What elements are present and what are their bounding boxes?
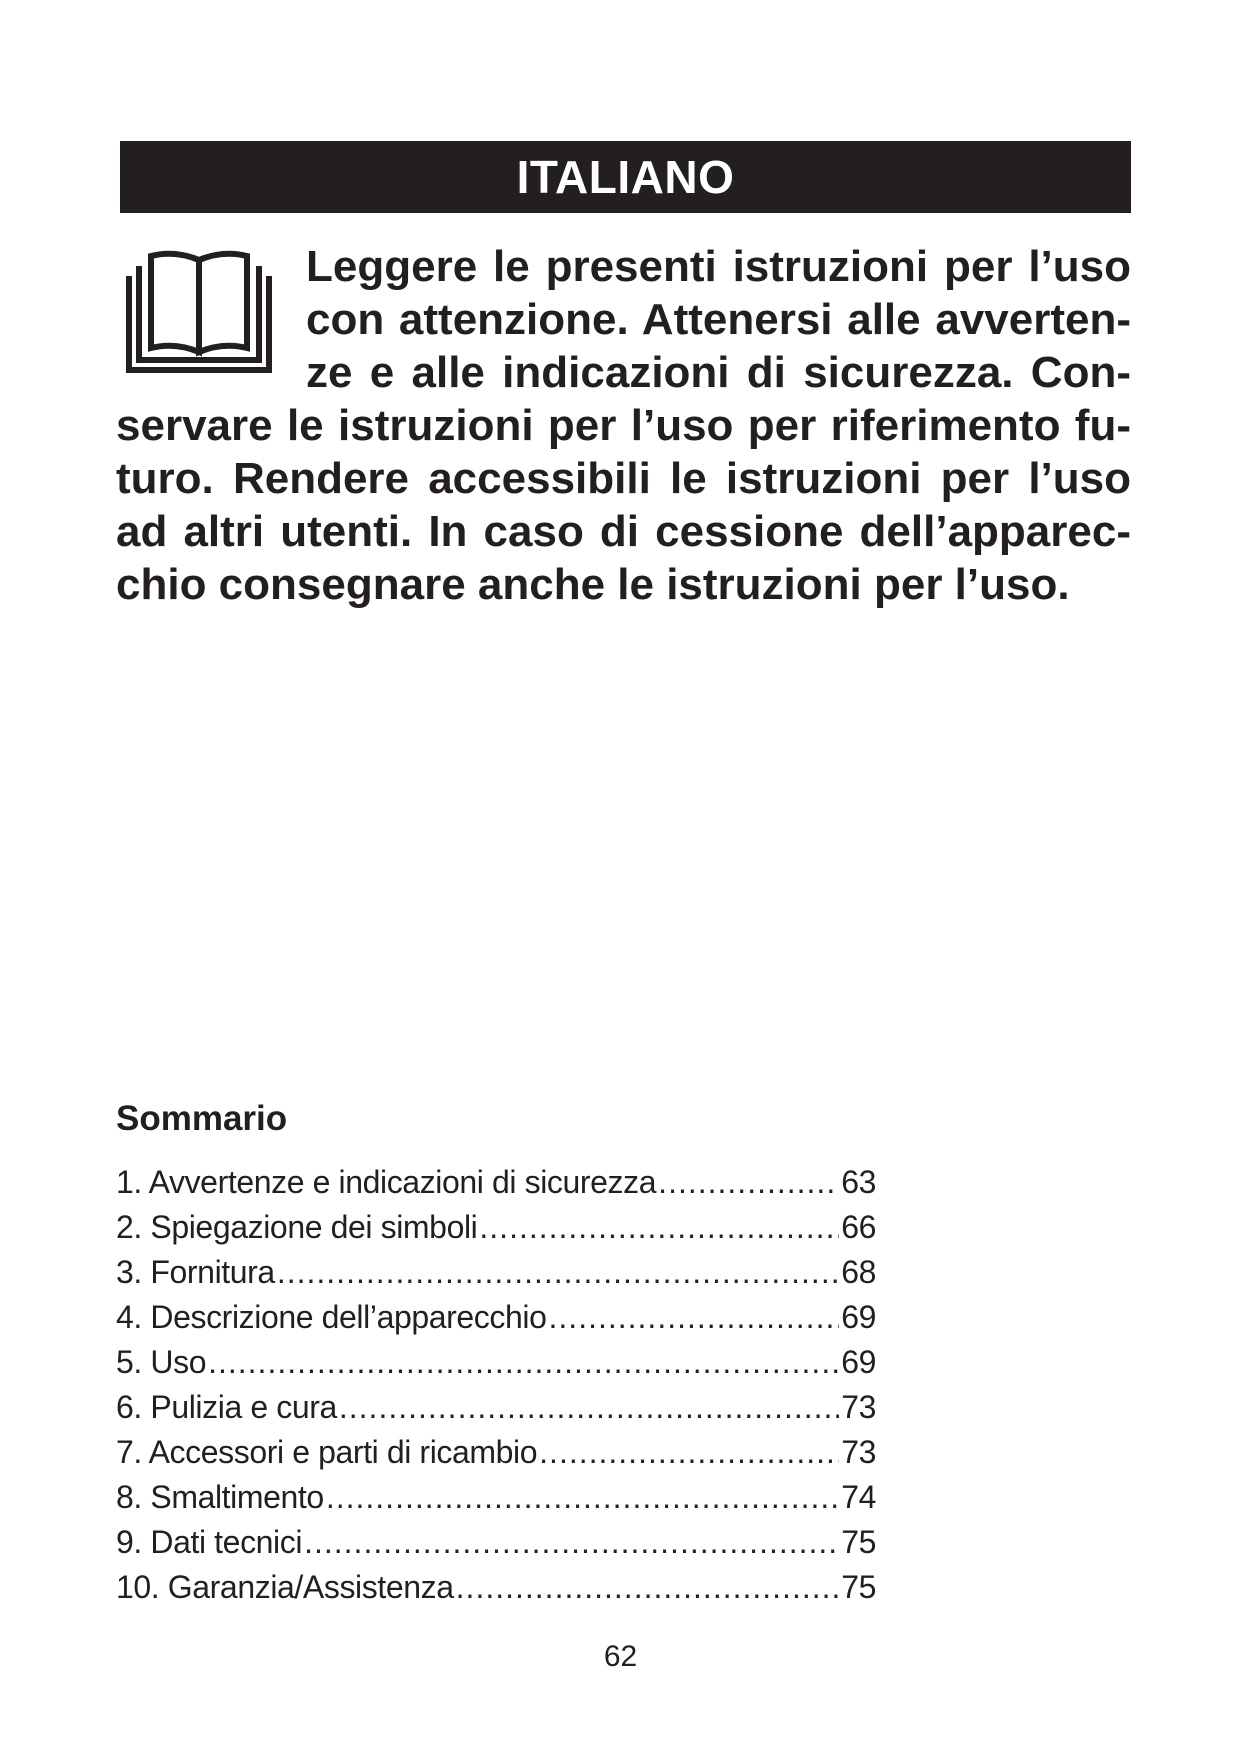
table-of-contents: [116, 1160, 876, 1610]
toc-item-page: 63: [841, 1164, 876, 1200]
toc-item-label: 5. Uso: [116, 1344, 207, 1380]
intro-line: Leggere le presenti istruzioni per l’uso: [306, 242, 1131, 291]
language-header-bar: [120, 141, 1131, 213]
toc-item-page: 68: [841, 1254, 876, 1290]
toc-item[interactable]: [116, 1430, 876, 1475]
toc-leader-dots: [658, 1160, 839, 1205]
toc-leader-dots: [539, 1430, 839, 1475]
toc-item[interactable]: [116, 1295, 876, 1340]
toc-item-page: 73: [841, 1389, 876, 1425]
toc-leader-dots: [549, 1295, 840, 1340]
intro-line: ad altri utenti. In caso di cessione dell’apparec-: [116, 507, 1131, 556]
toc-item-label: 4. Descrizione dell’apparecchio: [116, 1299, 547, 1335]
toc-leader-dots: [456, 1565, 840, 1610]
page-number: 62: [603, 1640, 638, 1673]
intro-line: turo. Rendere accessibili le istruzioni per l’uso: [116, 454, 1131, 503]
toc-title: Sommario: [116, 1099, 288, 1138]
toc-item[interactable]: [116, 1385, 876, 1430]
toc-item-label: 10. Garanzia/Assistenza: [116, 1569, 454, 1605]
toc-item-label: 9. Dati tecnici: [116, 1524, 303, 1560]
toc-item[interactable]: [116, 1250, 876, 1295]
language-title: ITALIANO: [516, 151, 735, 203]
toc-item-page: 73: [841, 1434, 876, 1470]
toc-item[interactable]: [116, 1475, 876, 1520]
toc-item-page: 69: [841, 1344, 876, 1380]
intro-line: con attenzione. Attenersi alle avverten-: [306, 295, 1131, 344]
toc-item[interactable]: [116, 1160, 876, 1205]
toc-item[interactable]: [116, 1565, 876, 1610]
toc-item-label: 6. Pulizia e cura: [116, 1389, 337, 1425]
toc-item[interactable]: [116, 1340, 876, 1385]
toc-item-page: 75: [841, 1569, 876, 1605]
toc-item-page: 69: [841, 1299, 876, 1335]
toc-item-label: 8. Smaltimento: [116, 1479, 324, 1515]
intro-line: ze e alle indicazioni di sicurezza. Con-: [306, 348, 1131, 397]
toc-item-label: 1. Avvertenze e indicazioni di sicurezza: [116, 1164, 657, 1200]
intro-line: chio consegnare anche le istruzioni per l’uso.: [116, 560, 1070, 609]
toc-item-page: 66: [841, 1209, 876, 1245]
toc-item-label: 2. Spiegazione dei simboli: [116, 1209, 478, 1245]
toc-item[interactable]: [116, 1520, 876, 1565]
toc-item-label: 7. Accessori e parti di ricambio: [116, 1434, 538, 1470]
toc-leader-dots: [277, 1250, 839, 1295]
toc-leader-dots: [304, 1520, 839, 1565]
intro-line: servare le istruzioni per l’uso per riferimento fu-: [116, 401, 1131, 450]
toc-item-page: 75: [841, 1524, 876, 1560]
toc-leader-dots: [208, 1340, 839, 1385]
toc-leader-dots: [339, 1385, 839, 1430]
toc-item-label: 3. Fornitura: [116, 1254, 275, 1290]
toc-item[interactable]: [116, 1205, 876, 1250]
toc-item-page: 74: [841, 1479, 876, 1515]
toc-leader-dots: [479, 1205, 839, 1250]
toc-leader-dots: [326, 1475, 839, 1520]
intro-text: [116, 240, 1131, 611]
